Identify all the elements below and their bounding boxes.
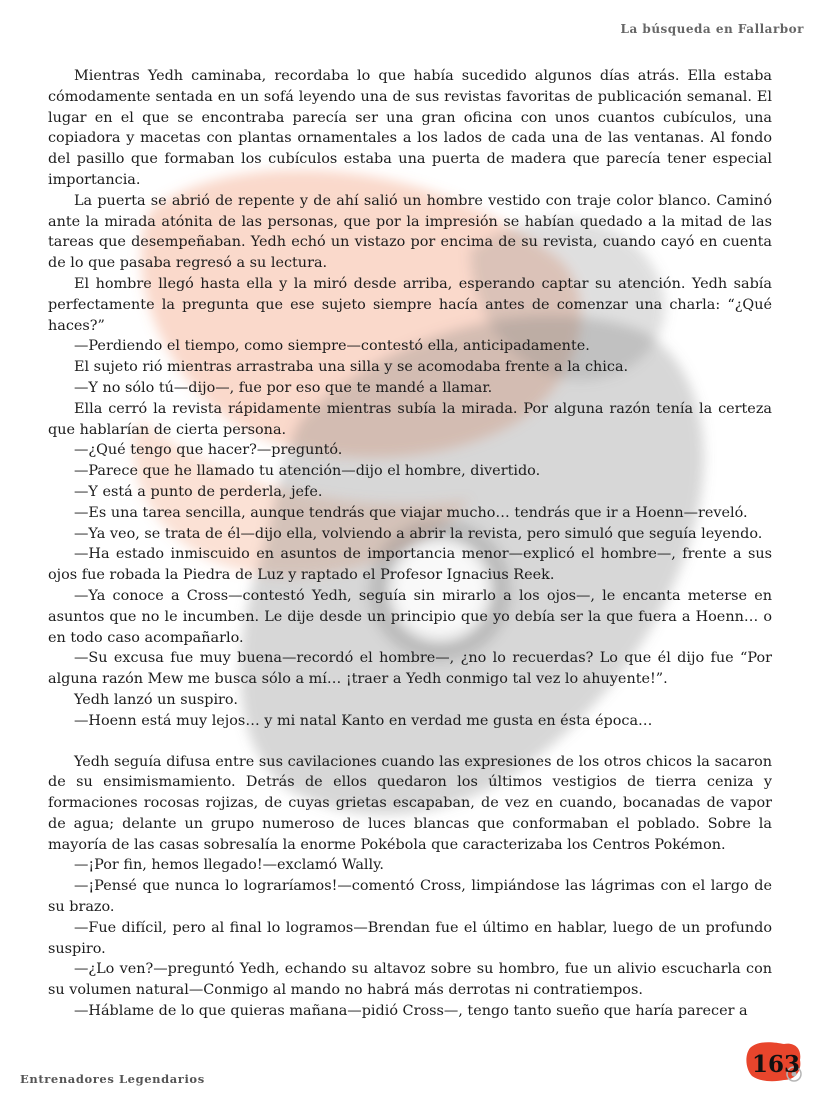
- dialogue-line: —Hoenn está muy lejos… y mi natal Kanto en verdad me gusta en ésta época…: [74, 712, 653, 729]
- paragraph: Yedh seguía difusa entre sus cavilaciones cuando las expresiones de los otros chicos la sacaron de su ensimismamiento. Detrás de ellos quedaron los últimos vestigios de tierra ceniza y formaciones rocosas rojizas, de cuyas grietas escapaban, de vez en cuando, bocanadas de vapor de agua; delante un grupo numeroso de luces blancas que conformaban el poblado. Sobre la mayoría de las casas sobresalía la enorme Pokébola que caracterizaba los Centros Pokémon.: [48, 753, 772, 853]
- dialogue-line: —Ya conoce a Cross—contestó Yedh, seguía sin mirarlo a los ojos—, le encanta meterse en asuntos que no le incumben. Le dije desde un principio que yo debía ser la que fuera a Hoenn… o en todo caso acompañarlo.: [48, 587, 772, 646]
- dialogue-line: —Y no sólo tú—dijo—, fue por eso que te mandé a llamar.: [74, 379, 493, 396]
- dialogue-line: —¿Qué tengo que hacer?—preguntó.: [74, 442, 343, 459]
- paragraph: Yedh lanzó un suspiro.: [74, 691, 238, 708]
- dialogue-line: —Su excusa fue muy buena—recordó el hombre—, ¿no lo recuerdas? Lo que él dijo fue “Por alguna razón Mew me busca sólo a mí… ¡traer a Yedh conmigo tal vez lo ahuyente!”.: [48, 650, 772, 688]
- paragraph: El hombre llegó hasta ella y la miró desde arriba, esperando captar su atención. Yedh sabía perfectamente la pregunta que ese sujeto siempre hacía antes de comenzar una charla: “¿Qué haces?”: [48, 275, 772, 334]
- dialogue-line: —Háblame de lo que quieras mañana—pidió Cross—, tengo tanto sueño que haría parecer a: [74, 1003, 748, 1020]
- dialogue-line: —¿Lo ven?—preguntó Yedh, echando su altavoz sobre su hombro, fue un alivio escucharla con su volumen natural—Conmigo al mando no habrá más derrotas ni contratiempos.: [48, 961, 772, 999]
- dialogue-line: —Y está a punto de perderla, jefe.: [74, 483, 323, 500]
- page-number: 163: [751, 1051, 800, 1078]
- paragraph: El sujeto rió mientras arrastraba una silla y se acomodaba frente a la chica.: [74, 359, 629, 376]
- running-header: La búsqueda en Fallarbor: [620, 22, 804, 36]
- paragraph: Mientras Yedh caminaba, recordaba lo que había sucedido algunos días atrás. Ella estaba cómodamente sentada en un sofá leyendo una de sus revistas favoritas de publicación semanal. El lugar en el que se encontraba parecía ser una gran oficina con unos cuantos cubículos, una copiadora y macetas con plantas ornamentales a los lados de cada una de las ventanas. Al fondo del pasillo que formaban los cubículos estaba una puerta de madera que parecía tener especial importancia.: [48, 68, 772, 188]
- dialogue-line: —Fue difícil, pero al final lo logramos—Brendan fue el último en hablar, luego de un profundo suspiro.: [48, 919, 772, 957]
- dialogue-line: —Ya veo, se trata de él—dijo ella, volviendo a abrir la revista, pero simuló que seguía leyendo.: [74, 525, 763, 542]
- paragraph: La puerta se abrió de repente y de ahí salió un hombre vestido con traje color blanco. Caminó ante la mirada atónita de las personas, que por la impresión se habían quedado a la mitad de las tareas que desempeñaban. Yedh echó un vistazo por encima de su revista, cuando cayó en cuenta de lo que pasaba regresó a su lectura.: [48, 192, 772, 272]
- dialogue-line: —Perdiendo el tiempo, como siempre—contestó ella, anticipadamente.: [74, 338, 590, 355]
- body-text: [48, 66, 772, 1022]
- dialogue-line: —¡Pensé que nunca lo lograríamos!—comentó Cross, limpiándose las lágrimas con el largo de su brazo.: [48, 878, 772, 916]
- dialogue-line: —¡Por fin, hemos llegado!—exclamó Wally.: [74, 857, 384, 874]
- dialogue-line: —Parece que he llamado tu atención—dijo el hombre, divertido.: [74, 463, 541, 480]
- dialogue-line: —Ha estado inmiscuido en asuntos de importancia menor—explicó el hombre—, frente a sus ojos fue robada la Piedra de Luz y raptado el Profesor Ignacius Reek.: [48, 546, 772, 584]
- dialogue-line: —Es una tarea sencilla, aunque tendrás que viajar mucho… tendrás que ir a Hoenn—reveló.: [74, 504, 748, 521]
- book-title-footer: Entrenadores Legendarios: [20, 1072, 205, 1086]
- paragraph: Ella cerró la revista rápidamente mientras subía la mirada. Por alguna razón tenía la certeza que hablarían de cierta persona.: [48, 400, 772, 438]
